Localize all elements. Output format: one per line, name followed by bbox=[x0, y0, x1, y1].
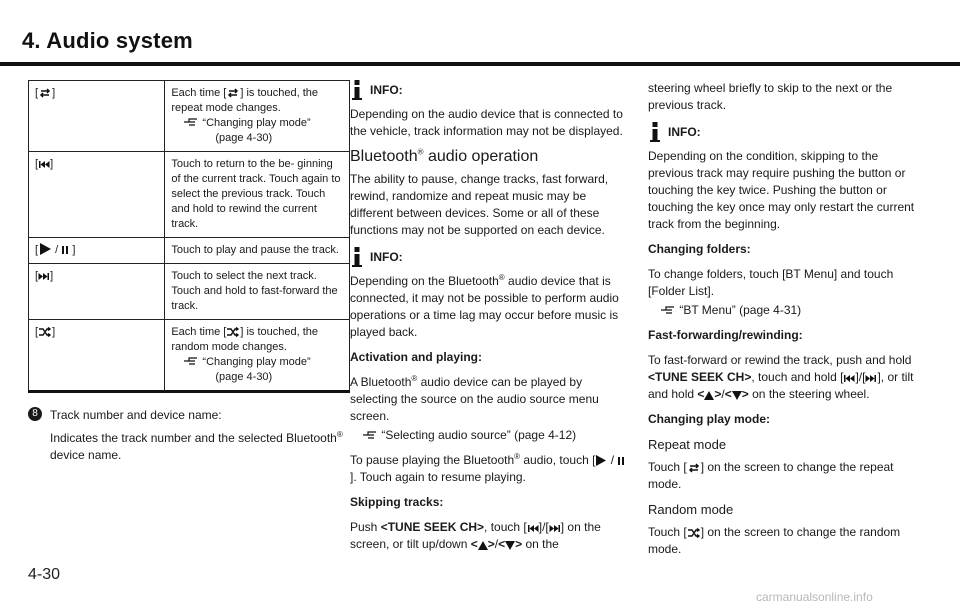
table-desc-cell: Touch to select the next track. Touch and hold to fast-forward the track. bbox=[165, 264, 350, 320]
paragraph: To change folders, touch [BT Menu] and touch [Folder List]. bbox=[648, 267, 894, 298]
column-middle bbox=[350, 80, 628, 561]
up-triangle-icon bbox=[704, 391, 714, 400]
table-row bbox=[29, 238, 350, 264]
info-block: INFO: bbox=[350, 80, 628, 100]
page-header bbox=[0, 0, 960, 68]
paragraph: Touch [ ] on the screen to change the repeat mode. bbox=[648, 460, 894, 491]
subheading: Changing folders: bbox=[648, 242, 751, 256]
item-body: Indicates the track number and the selected Bluetooth® device name. bbox=[50, 430, 343, 462]
play-icon bbox=[595, 455, 607, 466]
shuffle-icon bbox=[38, 327, 52, 337]
info-text: Depending on the audio device that is connected to the vehicle, track information may not be displayed. bbox=[350, 107, 623, 138]
skip-back-icon bbox=[843, 374, 855, 383]
paragraph: Push <TUNE SEEK CH>, touch [ ]/[ ] on the screen, or tilt up/down < >/< > on the bbox=[350, 520, 601, 551]
table-row bbox=[29, 264, 350, 320]
table-desc-cell: Each time [ ] is touched, the random mode changes. “Changing play mode” (page 4-30) bbox=[165, 320, 350, 392]
section-heading: Bluetooth® audio operation bbox=[350, 147, 539, 165]
shuffle-icon bbox=[226, 327, 240, 337]
paragraph: steering wheel briefly to skip to the next or the previous track. bbox=[648, 81, 893, 112]
item-title: Track number and device name: bbox=[50, 408, 222, 422]
subheading: Fast-forwarding/rewinding: bbox=[648, 328, 803, 342]
down-triangle-icon bbox=[505, 541, 515, 550]
pause-icon bbox=[61, 245, 69, 255]
reference: “Changing play mode” bbox=[171, 355, 343, 370]
item-number-badge: 8 bbox=[28, 407, 42, 421]
table-desc-cell: Each time [ ] is touched, the repeat mode changes. “Changing play mode” (page 4-30) bbox=[165, 81, 350, 152]
pointing-hand-icon bbox=[183, 355, 199, 367]
paragraph: The ability to pause, change tracks, fast forward, rewind, randomize and repeat music may be different between devices. Some or all of these functions may not be supported on each device. bbox=[350, 172, 609, 237]
table-desc-cell: Touch to return to the be- ginning of the current track. Touch again to select the previous track. Touch and hold to rewind the current track. bbox=[165, 152, 350, 238]
paragraph: To fast-forward or rewind the track, push and hold <TUNE SEEK CH>, touch and hold [ ]/[ ], or tilt and hold < >/< > on the steering wheel. bbox=[648, 353, 914, 401]
header-rule bbox=[0, 62, 960, 66]
pointing-hand-icon bbox=[660, 304, 676, 316]
chapter-title: 4. Audio system bbox=[22, 28, 193, 53]
repeat-icon bbox=[38, 88, 52, 98]
skip-back-icon bbox=[527, 524, 539, 533]
table-desc-cell: Touch to play and pause the track. bbox=[165, 238, 350, 264]
info-text: Depending on the Bluetooth® audio device that is connected, it may not be possible to perform audio operations or a time lag may occur before music is played back. bbox=[350, 273, 619, 339]
watermark: carmanualsonline.info bbox=[756, 590, 873, 604]
reference: “Selecting audio source” (page 4-12) bbox=[350, 427, 628, 444]
up-triangle-icon bbox=[478, 541, 488, 550]
table-row bbox=[29, 81, 350, 152]
table-key-cell: [ ] bbox=[29, 320, 165, 392]
skip-forward-icon bbox=[549, 524, 561, 533]
repeat-icon bbox=[687, 463, 701, 473]
info-block: INFO: bbox=[648, 122, 926, 142]
table-key-cell: [ ] bbox=[29, 152, 165, 238]
minor-heading: Repeat mode bbox=[648, 437, 727, 452]
subheading: Activation and playing: bbox=[350, 350, 483, 364]
column-left bbox=[28, 80, 348, 472]
skip-forward-icon bbox=[38, 272, 50, 281]
info-text: Depending on the condition, skipping to the previous track may require pushing the button or touching the key twice. Pushing the button or touching the key once may only restart the current track from the beginning. bbox=[648, 149, 915, 231]
skip-back-icon bbox=[38, 160, 50, 169]
minor-heading: Random mode bbox=[648, 502, 734, 517]
play-icon bbox=[38, 243, 52, 255]
table-key-cell: [ ] bbox=[29, 264, 165, 320]
info-icon bbox=[350, 80, 364, 100]
page-number: 4-30 bbox=[28, 566, 61, 583]
subheading: Skipping tracks: bbox=[350, 495, 444, 509]
paragraph: Touch [ ] on the screen to change the random mode. bbox=[648, 525, 901, 556]
repeat-icon bbox=[226, 88, 240, 98]
reference: “Changing play mode” bbox=[171, 116, 343, 131]
info-icon bbox=[350, 247, 364, 267]
pointing-hand-icon bbox=[183, 116, 199, 128]
pause-icon bbox=[617, 456, 625, 466]
shuffle-icon bbox=[687, 528, 701, 538]
button-table bbox=[28, 80, 350, 393]
table-key-cell: [ / ] bbox=[29, 238, 165, 264]
table-row bbox=[29, 320, 350, 392]
column-right bbox=[648, 80, 926, 566]
table-key-cell: [ ] bbox=[29, 81, 165, 152]
info-block: INFO: bbox=[350, 247, 628, 267]
table-row bbox=[29, 152, 350, 238]
down-triangle-icon bbox=[732, 391, 742, 400]
paragraph: To pause playing the Bluetooth® audio, touch [ / ]. Touch again to resume playing. bbox=[350, 452, 628, 486]
skip-forward-icon bbox=[865, 374, 877, 383]
reference: “BT Menu” (page 4-31) bbox=[648, 302, 926, 319]
subheading: Changing play mode: bbox=[648, 412, 771, 426]
info-icon bbox=[648, 122, 662, 142]
pointing-hand-icon bbox=[362, 429, 378, 441]
item-8 bbox=[28, 407, 348, 464]
paragraph: A Bluetooth® audio device can be played by selecting the source on the audio source menu screen. bbox=[350, 374, 599, 423]
